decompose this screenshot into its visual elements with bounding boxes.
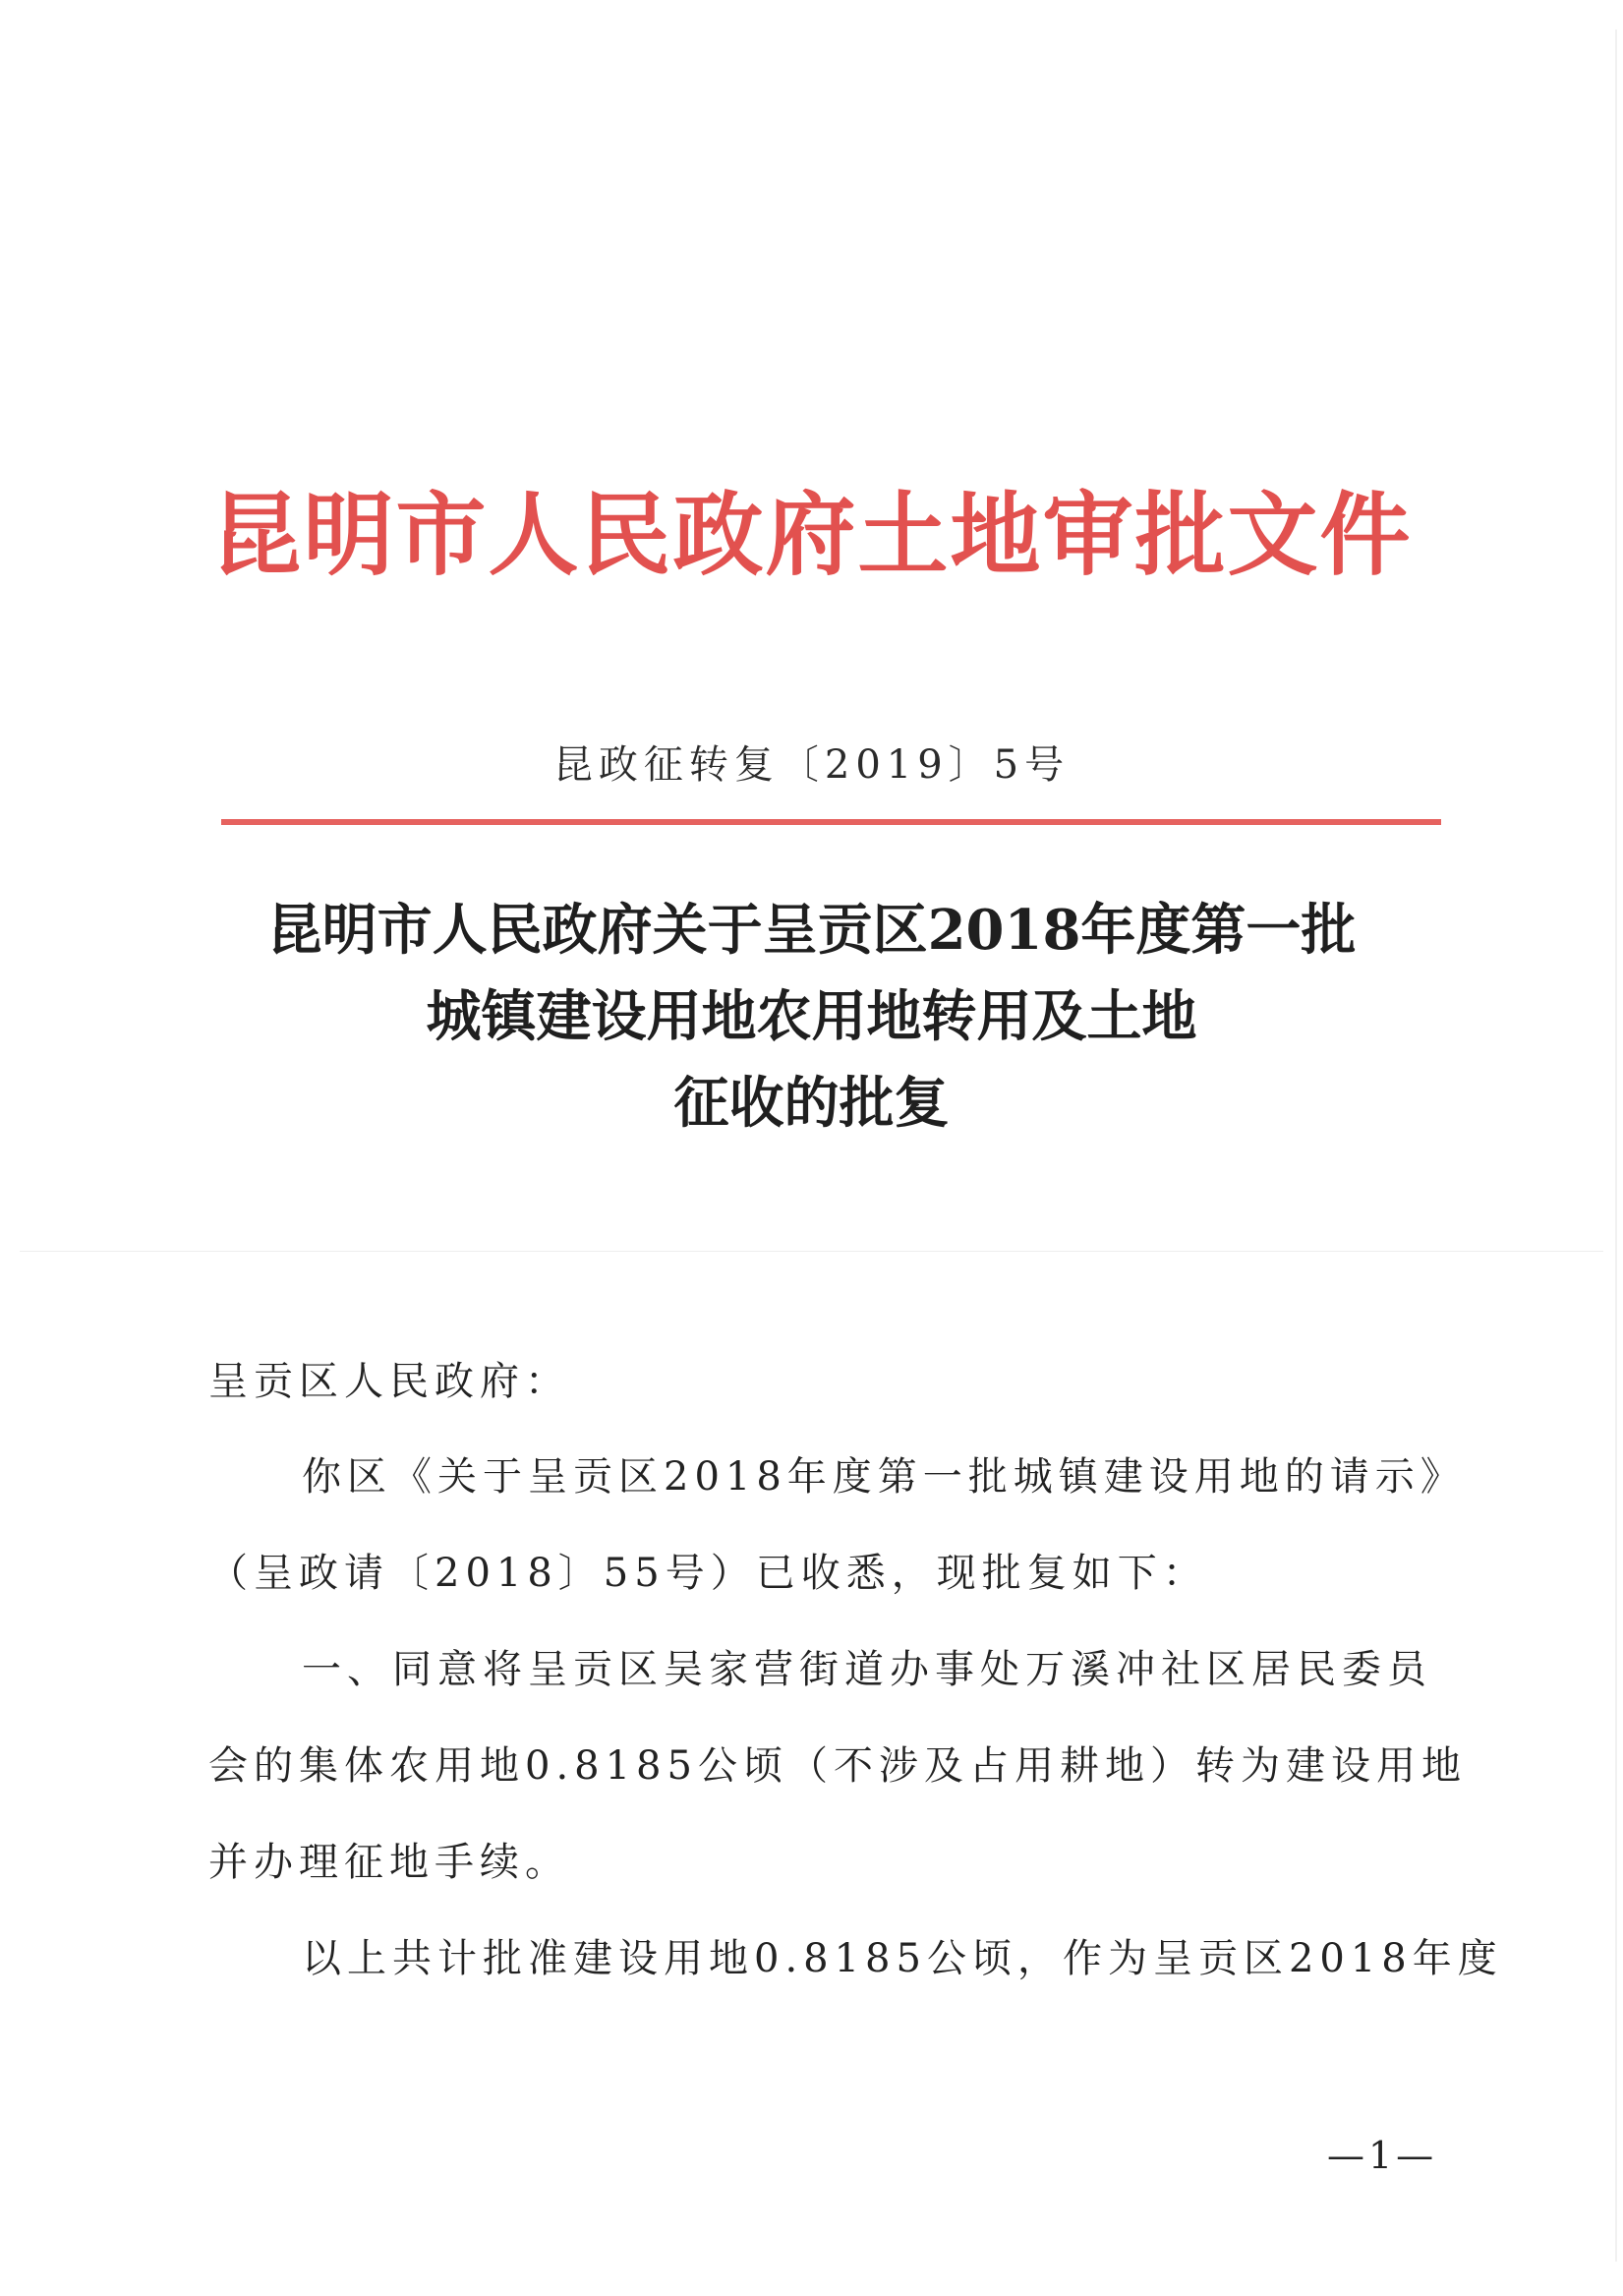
paragraph-3-line-1: 以上共计批准建设用地0.8185公顷，作为呈贡区2018年度	[302, 1936, 1503, 1981]
page-number: —1—	[1327, 2134, 1438, 2177]
title-line-1: 昆明市人民政府关于呈贡区2018年度第一批	[266, 898, 1357, 963]
document-number: 昆政征转复〔2019〕5号	[552, 742, 1071, 788]
paragraph-2-line-2: 会的集体农用地0.8185公顷（不涉及占用耕地）转为建设用地	[208, 1743, 1467, 1789]
masthead-title: 昆明市人民政府土地审批文件	[210, 482, 1413, 588]
paragraph-1-line-1: 你区《关于呈贡区2018年度第一批城镇建设用地的请示》	[302, 1454, 1466, 1500]
title-line-2: 城镇建设用地农用地转用及土地	[426, 984, 1197, 1049]
paragraph-1-line-2: （呈政请〔2018〕55号）已收悉，现批复如下：	[208, 1551, 1208, 1596]
red-separator-line	[221, 819, 1441, 825]
paragraph-2-line-1: 一、同意将呈贡区吴家营街道办事处万溪冲社区居民委员	[302, 1647, 1432, 1692]
paragraph-2-line-3: 并办理征地手续。	[208, 1840, 570, 1885]
scan-fold-line	[20, 1251, 1603, 1252]
salutation: 呈贡区人民政府：	[208, 1359, 570, 1404]
title-line-3: 征收的批复	[673, 1071, 950, 1136]
document-title	[0, 887, 1623, 1147]
